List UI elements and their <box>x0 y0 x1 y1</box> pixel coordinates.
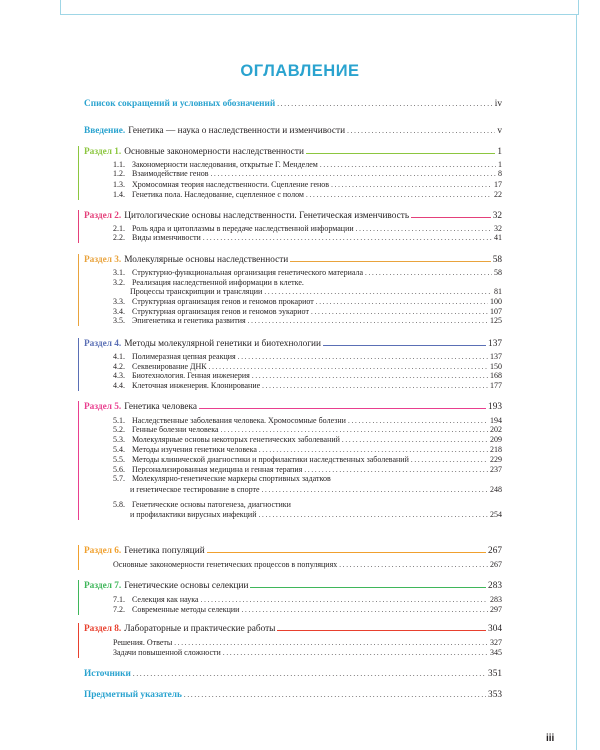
subsection-title: Виды изменчивости <box>132 233 201 242</box>
section-color-bar <box>78 146 79 200</box>
page-number-ref: 237 <box>490 465 502 474</box>
dot-leader <box>201 595 488 605</box>
section-title: Генетические основы селекции <box>124 581 249 591</box>
dot-leader <box>411 455 488 465</box>
toc-subsection-continued <box>130 510 502 520</box>
subsection-title: Генетика пола. Наследование, сцепленное с полом <box>132 190 304 199</box>
page-number-ref: 297 <box>490 605 502 614</box>
entry-title: Генетика — наука о наследственности и изменчивости <box>128 126 346 136</box>
page-title: ОГЛАВЛЕНИЕ <box>240 62 360 80</box>
toc-subsection <box>113 435 502 445</box>
page-number-ref: v <box>497 126 502 136</box>
toc-subsection <box>113 455 502 465</box>
subsection-title: Основные закономерности генетических процессов в популяциях <box>113 560 338 569</box>
dot-leader <box>211 169 496 179</box>
toc-subsection <box>113 648 502 658</box>
subsection-title: и генетическое тестирование в спорте <box>130 485 260 494</box>
subsection-title: Решения. Ответы <box>113 638 173 647</box>
dot-leader <box>184 690 486 700</box>
subsection-title: Биотехнология. Генная инженерия <box>132 371 250 380</box>
section-color-bar <box>78 623 79 658</box>
section-title: Генетика человека <box>124 402 198 412</box>
subsection-title: Генетические основы патогенеза, диагностики <box>132 500 291 509</box>
dot-leader <box>262 485 488 495</box>
page-number-ref: 267 <box>488 546 502 556</box>
subsection-title: Реализация наследственной информации в клетке. <box>132 278 304 287</box>
toc-subsection <box>113 180 502 190</box>
toc-subsection-continued <box>130 485 502 495</box>
subsection-title: Структурная организация генов и геномов эукариот <box>132 307 309 316</box>
toc-subsection <box>113 474 502 483</box>
toc-subsection <box>113 278 502 287</box>
page-number-ref: 248 <box>490 485 502 494</box>
subsection-title: Задачи повышенной сложности <box>113 648 221 657</box>
dot-leader <box>306 190 492 200</box>
dot-leader <box>262 381 488 391</box>
section-title: Основные закономерности наследственности <box>124 147 304 157</box>
entry-label: Источники <box>84 669 131 679</box>
page-number-ref: 32 <box>494 224 502 233</box>
subsection-number: 5.5. <box>113 455 125 464</box>
page-number-ref: 150 <box>490 362 502 371</box>
subsection-number: 1.2. <box>113 169 125 178</box>
page-number: iii <box>546 733 555 744</box>
toc-subsection <box>113 169 502 179</box>
page-number-ref: 58 <box>492 255 502 265</box>
section-label: Раздел 2. <box>84 211 122 221</box>
dot-leader <box>221 425 488 435</box>
subsection-title: Методы клинической диагностики и профилактики наследственных заболеваний <box>132 455 409 464</box>
subsection-number: 1.1. <box>113 160 125 169</box>
subsection-number: 1.4. <box>113 190 125 199</box>
toc-subsection <box>113 352 502 362</box>
section-color-bar <box>78 401 79 520</box>
toc-section-4 <box>84 339 502 349</box>
entry-label: Введение. <box>84 126 126 136</box>
dot-leader <box>258 510 488 520</box>
toc-special-entry <box>84 690 502 700</box>
page-number-ref: 327 <box>490 638 502 647</box>
subsection-title: Клеточная инженерия. Клонирование <box>132 381 261 390</box>
subsection-title: Взаимодействие генов <box>132 169 209 178</box>
page-number-ref: 41 <box>494 233 502 242</box>
toc-subsection <box>113 371 502 381</box>
toc-subsection <box>113 560 502 570</box>
dot-leader <box>223 648 488 658</box>
section-label: Раздел 6. <box>84 546 122 556</box>
toc-subsection-continued <box>130 287 502 297</box>
toc-section-1 <box>84 147 502 157</box>
toc-section-2 <box>84 211 502 221</box>
dot-leader <box>342 435 488 445</box>
subsection-title: Методы изучения генетики человека <box>132 445 257 454</box>
subsection-number: 3.1. <box>113 268 125 277</box>
section-rule <box>207 552 486 553</box>
page-number-ref: 353 <box>488 690 502 700</box>
subsection-number: 4.3. <box>113 371 125 380</box>
page-number-ref: 202 <box>490 425 502 434</box>
toc-section-5 <box>84 402 502 412</box>
page-number-ref: 267 <box>490 560 502 569</box>
toc-subsection <box>113 297 502 307</box>
page-number-ref: 58 <box>494 268 502 277</box>
section-rule <box>323 345 486 346</box>
subsection-number: 1.3. <box>113 180 125 189</box>
dot-leader <box>331 180 492 190</box>
subsection-number: 3.2. <box>113 278 125 287</box>
section-rule <box>411 217 491 218</box>
subsection-number: 2.2. <box>113 233 125 242</box>
subsection-number: 7.2. <box>113 605 125 614</box>
subsection-number: 5.4. <box>113 445 125 454</box>
page-number-ref: 137 <box>488 339 502 349</box>
section-color-bar <box>78 545 79 570</box>
section-title: Цитологические основы наследственности. Генетическая изменчивость <box>124 211 410 221</box>
subsection-title: Персонализированная медицина и генная терапия <box>132 465 303 474</box>
section-title: Лабораторные и практические работы <box>124 624 276 634</box>
page-number-ref: 107 <box>490 307 502 316</box>
dot-leader <box>133 669 486 679</box>
toc-intro-entry <box>84 126 502 136</box>
subsection-title: Закономерности наследования, открытые Г. Менделем <box>132 160 318 169</box>
toc-section-8 <box>84 624 502 634</box>
section-rule <box>306 153 495 154</box>
subsection-title: Эпигенетика и генетика развития <box>132 316 246 325</box>
section-label: Раздел 7. <box>84 581 122 591</box>
subsection-title: Селекция как наука <box>132 595 199 604</box>
section-label: Раздел 1. <box>84 147 122 157</box>
page-number-ref: 22 <box>494 190 502 199</box>
subsection-title: Генные болезни человека <box>132 425 219 434</box>
section-rule <box>290 261 490 262</box>
toc-section-3 <box>84 255 502 265</box>
subsection-number: 7.1. <box>113 595 125 604</box>
page-number-ref: 218 <box>490 445 502 454</box>
page-number-ref: 229 <box>490 455 502 464</box>
toc-subsection <box>113 233 502 243</box>
page-number-ref: 177 <box>490 381 502 390</box>
subsection-title: Полимеразная цепная реакция <box>132 352 236 361</box>
subsection-number: 5.3. <box>113 435 125 444</box>
page-number-ref: 194 <box>490 416 502 425</box>
subsection-number: 5.6. <box>113 465 125 474</box>
page-number-ref: 1 <box>498 160 502 169</box>
toc-special-entry <box>84 669 502 679</box>
page-number-ref: 304 <box>488 624 502 634</box>
toc-subsection <box>113 190 502 200</box>
toc-subsection <box>113 445 502 455</box>
subsection-title: Современные методы селекции <box>132 605 240 614</box>
subsection-title: Молекулярно-генетические маркеры спортивных задатков <box>132 474 331 483</box>
section-rule <box>199 408 486 409</box>
subsection-number: 5.7. <box>113 474 125 483</box>
page-number-ref: 209 <box>490 435 502 444</box>
page-number-ref: 168 <box>490 371 502 380</box>
page-number-ref: 193 <box>488 402 502 412</box>
section-label: Раздел 3. <box>84 255 122 265</box>
section-title: Молекулярные основы наследственности <box>124 255 289 265</box>
subsection-title: Процессы транскрипции и трансляции <box>130 287 263 296</box>
toc-subsection <box>113 605 502 615</box>
subsection-number: 4.2. <box>113 362 125 371</box>
toc-subsection <box>113 316 502 326</box>
section-rule <box>277 630 486 631</box>
section-color-bar <box>78 254 79 326</box>
toc-subsection <box>113 638 502 648</box>
subsection-number: 5.2. <box>113 425 125 434</box>
toc-section-7 <box>84 581 502 591</box>
page-number-ref: 100 <box>490 297 502 306</box>
subsection-number: 5.1. <box>113 416 125 425</box>
page-number-ref: 137 <box>490 352 502 361</box>
dot-leader <box>347 126 495 136</box>
dot-leader <box>241 605 488 615</box>
page-number-ref: 351 <box>488 669 502 679</box>
dot-leader <box>203 233 492 243</box>
toc-subsection <box>113 381 502 391</box>
dot-leader <box>264 287 492 297</box>
section-label: Раздел 8. <box>84 624 122 634</box>
section-color-bar <box>78 210 79 243</box>
dot-leader <box>238 352 488 362</box>
subsection-title: Молекулярные основы некоторых генетических заболеваний <box>132 435 340 444</box>
page-number-ref: 8 <box>498 169 502 178</box>
subsection-number: 3.5. <box>113 316 125 325</box>
subsection-number: 5.8. <box>113 500 125 509</box>
dot-leader <box>365 268 492 278</box>
subsection-title: Секвенирование ДНК <box>132 362 207 371</box>
subsection-title: Хромосомная теория наследственности. Сцепление генов <box>132 180 330 189</box>
section-label: Раздел 5. <box>84 402 122 412</box>
subsection-number: 3.3. <box>113 297 125 306</box>
subsection-title: Структурно-функциональная организация генетического материала <box>132 268 364 277</box>
page-number-ref: 32 <box>492 211 502 221</box>
subsection-number: 3.4. <box>113 307 125 316</box>
dot-leader <box>339 560 488 570</box>
page-number-ref: 1 <box>497 147 502 157</box>
dot-leader <box>277 99 493 109</box>
section-title: Генетика популяций <box>124 546 205 556</box>
dot-leader <box>259 445 488 455</box>
toc-special-entry <box>84 99 502 109</box>
entry-label: Список сокращений и условных обозначений <box>84 99 276 109</box>
toc-subsection <box>113 268 502 278</box>
section-rule <box>250 587 486 588</box>
subsection-title: Структурная организация генов и геномов прокариот <box>132 297 314 306</box>
toc-subsection <box>113 500 502 509</box>
page-number-ref: 283 <box>490 595 502 604</box>
toc-subsection <box>113 425 502 435</box>
page-number-ref: 345 <box>490 648 502 657</box>
section-label: Раздел 4. <box>84 339 122 349</box>
dot-leader <box>316 297 488 307</box>
dot-leader <box>252 371 488 381</box>
entry-label: Предметный указатель <box>84 690 182 700</box>
subsection-number: 4.4. <box>113 381 125 390</box>
dot-leader <box>248 316 488 326</box>
subsection-title: Роль ядра и цитоплазмы в передаче наследственной информации <box>132 224 354 233</box>
page-number-ref: iv <box>494 99 502 109</box>
page-number-ref: 283 <box>488 581 502 591</box>
page-number-ref: 81 <box>494 287 502 296</box>
section-color-bar <box>78 580 79 615</box>
page-number-ref: 254 <box>490 510 502 519</box>
subsection-title: Наследственные заболевания человека. Хромосомные болезни <box>132 416 346 425</box>
subsection-title: и профилактики вирусных инфекций <box>130 510 257 519</box>
page-number-ref: 17 <box>494 180 502 189</box>
section-title: Методы молекулярной генетики и биотехнологии <box>124 339 322 349</box>
toc-subsection <box>113 595 502 605</box>
dot-leader <box>174 638 488 648</box>
page-number-ref: 125 <box>490 316 502 325</box>
section-color-bar <box>78 338 79 391</box>
toc-section-6 <box>84 546 502 556</box>
subsection-number: 2.1. <box>113 224 125 233</box>
subsection-number: 4.1. <box>113 352 125 361</box>
